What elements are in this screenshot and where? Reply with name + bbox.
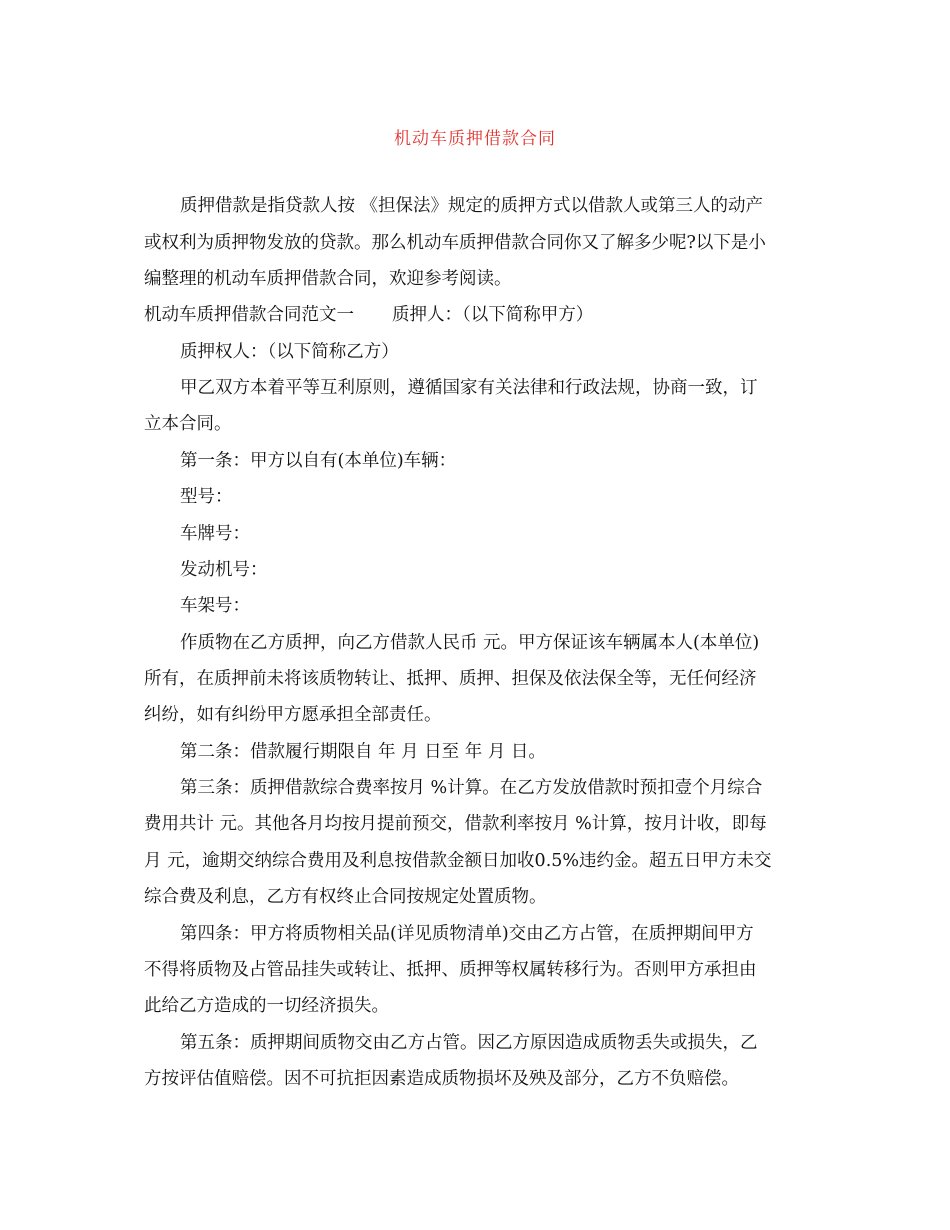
clause-line: 第二条：借款履行期限自 年 月 日至 年 月 日。 (180, 742, 546, 762)
paragraph-line: 质押权人：（以下简称乙方） (180, 342, 399, 362)
clause-line: 第四条：甲方将质物相关品(详见质物清单)交由乙方占管，在质押期间甲方 (180, 924, 754, 944)
paragraph-line: 纠纷，如有纠纷甲方愿承担全部责任。 (144, 705, 442, 725)
field-label: 车牌号： (180, 524, 250, 544)
paragraph-line: 作质物在乙方质押，向乙方借款人民币 元。甲方保证该车辆属本人(本单位) (180, 633, 760, 653)
paragraph-line: 月 元，逾期交纳综合费用及利息按借款金额日加收0.5%违约金。超五日甲方未交 (144, 851, 772, 871)
field-label: 型号： (180, 487, 233, 507)
clause-line: 第三条：质押借款综合费率按月 %计算。在乙方发放借款时预扣壹个月综合 (180, 778, 763, 798)
field-label: 发动机号： (180, 560, 268, 580)
sample-heading: 机动车质押借款合同范文一 (144, 305, 354, 325)
paragraph-line: 甲乙双方本着平等互利原则，遵循国家有关法律和行政法规，协商一致，订 (180, 378, 758, 398)
paragraph-line: 质押借款是指贷款人按 《担保法》规定的质押方式以借款人或第三人的动产 (180, 196, 764, 216)
field-label: 车架号： (180, 596, 250, 616)
clause-line: 第五条：质押期间质物交由乙方占管。因乙方原因造成质物丢失或损失，乙 (180, 1033, 758, 1053)
paragraph-line: 所有，在质押前未将该质物转让、抵押、质押、担保及依法保全等，无任何经济 (144, 669, 757, 689)
clause-line: 第一条：甲方以自有(本单位)车辆： (180, 451, 457, 471)
document-title: 机动车质押借款合同 (394, 129, 556, 149)
paragraph-line: 立本合同。 (144, 414, 232, 434)
paragraph-line: 方按评估值赔偿。因不可抗拒因素造成质物损坏及殃及部分，乙方不负赔偿。 (144, 1069, 739, 1089)
pledgor-label: 质押人：（以下简称甲方） (392, 305, 594, 325)
paragraph-line: 不得将质物及占管品挂失或转让、抵押、质押等权属转移行为。否则甲方承担由 (144, 960, 757, 980)
paragraph-line: 编整理的机动车质押借款合同，欢迎参考阅读。 (144, 269, 512, 289)
paragraph-line: 此给乙方造成的一切经济损失。 (144, 996, 389, 1016)
section-heading-line (144, 303, 593, 327)
paragraph-line: 综合费及利息，乙方有权终止合同按规定处置质物。 (144, 887, 547, 907)
paragraph-line: 或权利为质押物发放的贷款。那么机动车质押借款合同你又了解多少呢?以下是小 (144, 233, 766, 253)
paragraph-line: 费用共计 元。其他各月均按月提前预交，借款利率按月 %计算，按月计收，即每 (144, 814, 767, 834)
